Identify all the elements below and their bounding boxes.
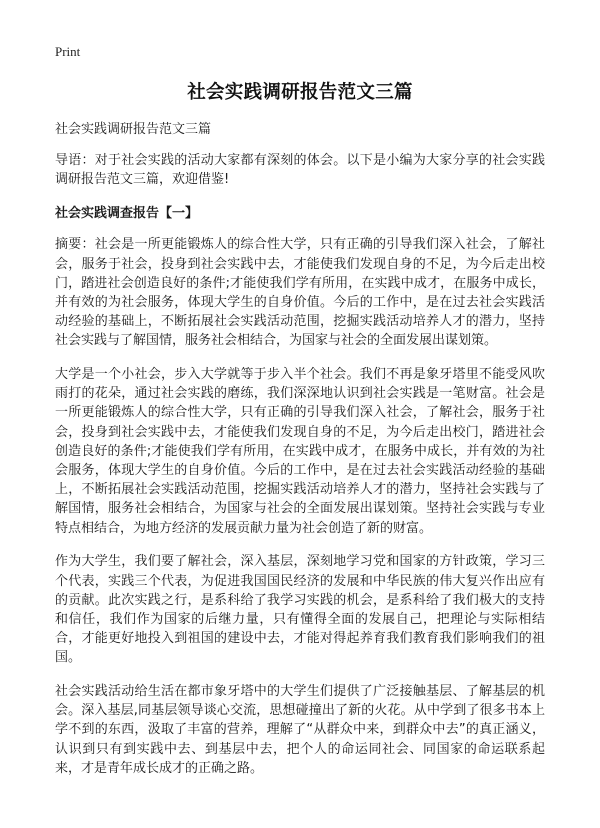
section-heading: 社会实践调查报告【一】 (55, 206, 199, 222)
paragraph-abstract: 摘要：社会是一所更能锻炼人的综合性大学，只有正确的引导我们深入社会，了解社会，服务于社会，投身到社会实践中去，才能使我们发现自身的不足，为今后走出校门，踏进社会创造良好的条件;才能使我们学有所用，在实践中成才，在服务中成长，并有效的为社会服务，体现大学生的自身价值。今后的工作中，是在过去社会实践活动经验的基础上，不断拓展社会实践活动范围，挖掘实践活动培养人才的潜力，坚持社会实践与了解国情，服务社会相结合，为国家与社会的全面发展出谋划策。 (55, 237, 545, 349)
paragraph-student-role: 作为大学生，我们要了解社会，深入基层，深刻地学习党和国家的方针政策，学习三个代表，实践三个代表，为促进我国国民经济的发展和中华民族的伟大复兴作出应有的贡献。此次实践之行，是系科给了我学习实践的机会，是系科给了我们极大的支持和信任，我们作为国家的后继力量，只有懂得全面的发展自己，把理论与实际相结合，才能更好地投入到祖国的建设中去，才能对得起养育我们教育我们影响我们的祖国。 (55, 554, 545, 666)
page-title: 社会实践调研报告范文三篇 (187, 82, 413, 103)
document-subtitle: 社会实践调研报告范文三篇 (55, 122, 212, 137)
print-label: Print (55, 44, 81, 59)
document-body (55, 120, 545, 793)
intro-paragraph: 导语：对于社会实践的活动大家都有深刻的体会。以下是小编为大家分享的社会实践调研报告范文三篇，欢迎借鉴! (55, 153, 545, 188)
paragraph-university-society: 大学是一个小社会，步入大学就等于步入半个社会。我们不再是象牙塔里不能受风吹雨打的花朵，通过社会实践的磨练，我们深深地认识到社会实践是一笔财富。社会是一所更能锻炼人的综合性大学，只有正确的引导我们深入社会，了解社会，服务于社会，投身到社会实践中去，才能使我们发现自身的不足，为今后走出校门，踏进社会创造良好的条件;才能使我们学有所用，在实践中成才，在服务中成长，并有效的为社会服务，体现大学生的自身价值。今后的工作中，是在过去社会实践活动经验的基础上，不断拓展社会实践活动范围，挖掘实践活动培养人才的潜力，坚持社会实践与了解国情，服务社会相结合，为国家与社会的全面发展出谋划策。坚持社会实践与专业特点相结合，为地方经济的发展贡献力量为社会创造了新的财富。 (55, 367, 545, 536)
paragraph-grassroots: 社会实践活动给生活在都市象牙塔中的大学生们提供了广泛接触基层、了解基层的机会。深入基层,同基层领导谈心交流，思想碰撞出了新的火花。从中学到了很多书本上学不到的东西，汲取了丰富的营养，理解了“从群众中来，到群众中去”的真正涵义，认识到只有到实践中去、到基层中去，把个人的命运同社会、同国家的命运联系起来，才是青年成长成才的正确之路。 (55, 684, 545, 776)
